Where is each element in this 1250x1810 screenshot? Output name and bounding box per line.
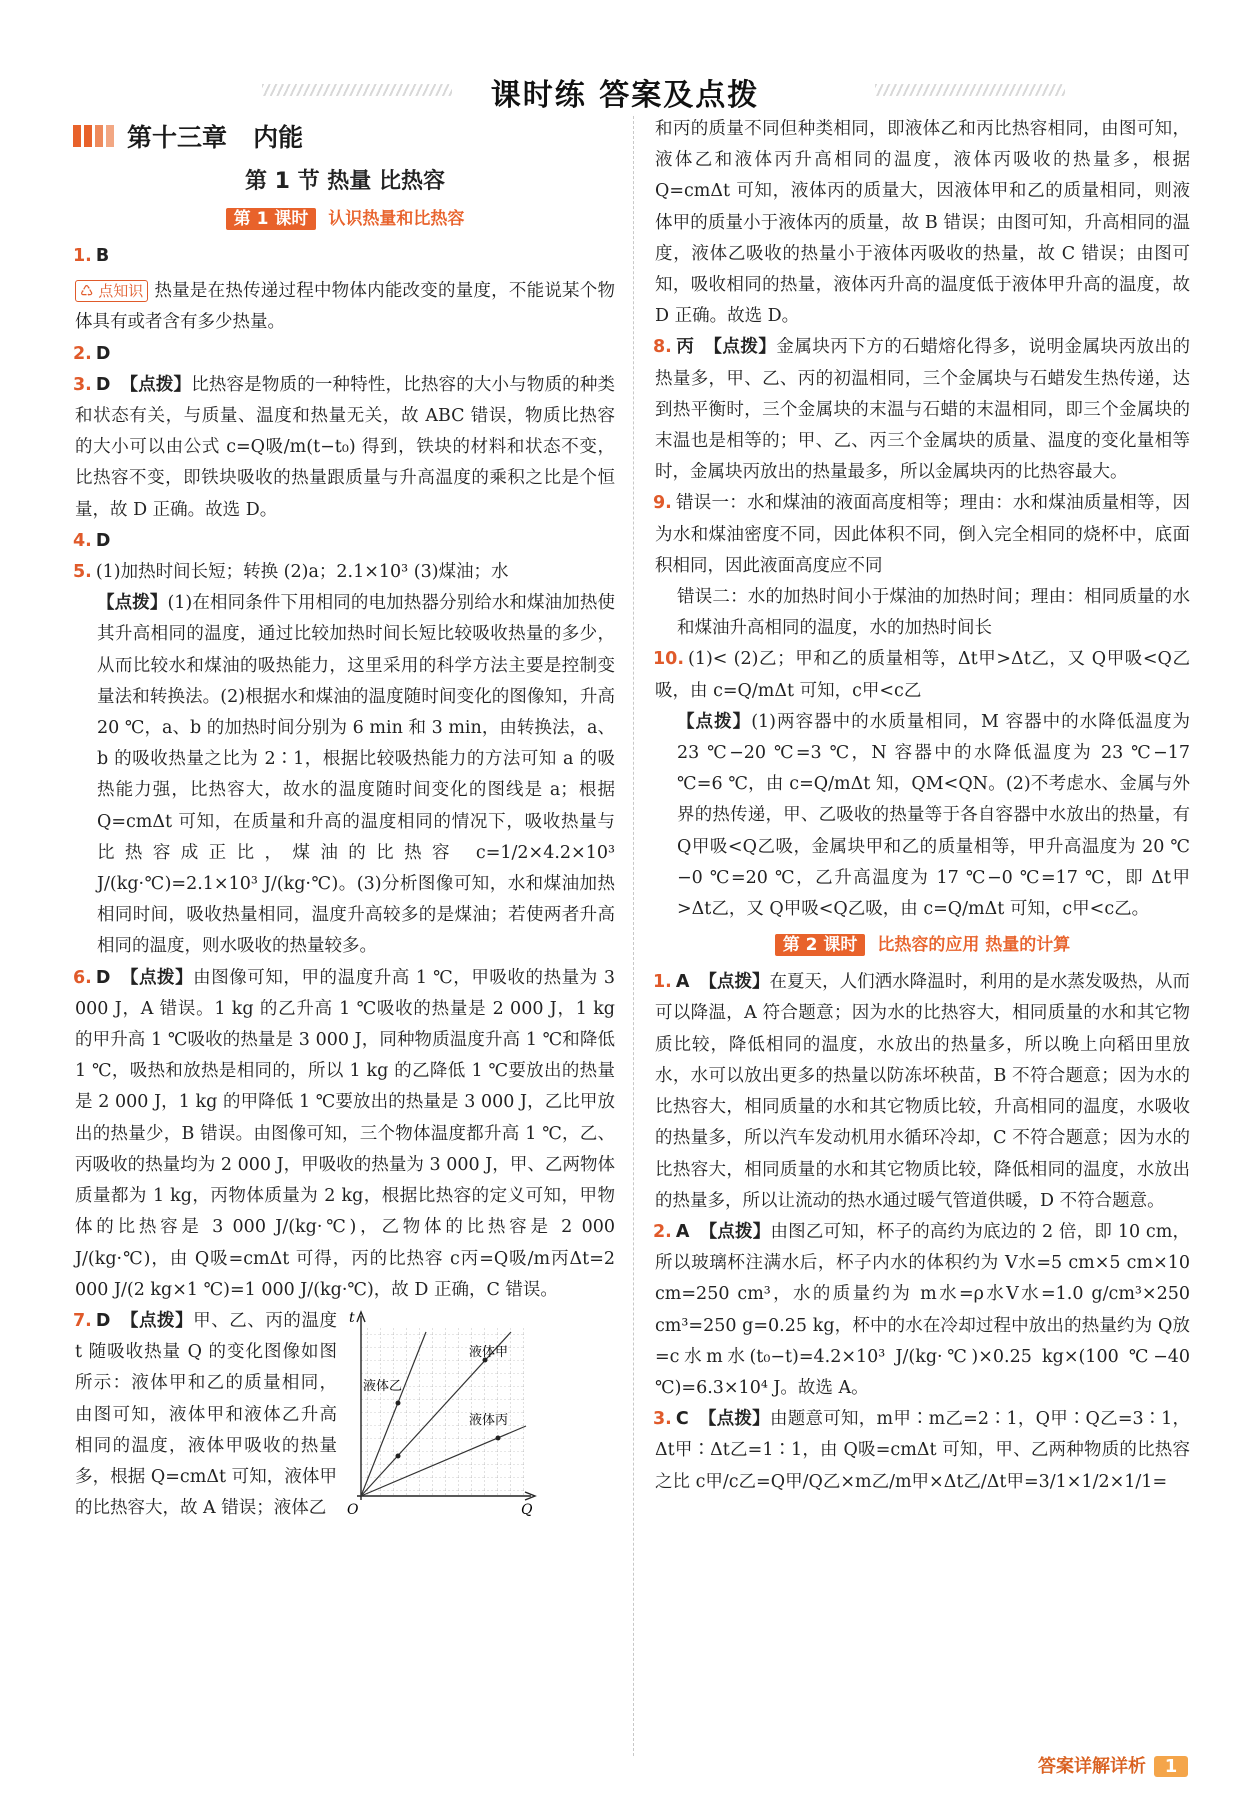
answer-item: 8. 丙 【点拨】金属块丙下方的石蜡熔化得多，说明金属块丙放出的热量多，甲、乙、丙的初温相同，三个金属块与石蜡发生热传递，达到热平衡时，三个金属块的末温与石蜡的末温相同，即三个金属块的末温也是相等的；甲、乙、丙三个金属块的质量、温度的变化量相等时，金属块丙放出的热量最多，所以金属块丙的比热容最大。 — [653, 337, 1191, 483]
answer-item: 2. D — [73, 343, 111, 364]
explanation-text: 错误二：水的加热时间小于煤油的加热时间；理由：相同质量的水和煤油升高相同的温度，水的加热时间长 — [677, 587, 1190, 639]
point-bing — [496, 1435, 501, 1440]
lesson-tag: 第 1 课时 — [226, 208, 317, 230]
temperature-graph — [341, 1308, 541, 1518]
y-axis-label: t — [349, 1309, 355, 1326]
section-title: 第 1 节 热量 比热容 — [245, 169, 445, 194]
column-divider — [633, 116, 634, 1756]
answer-item-7: 7. D 【点拨】甲、乙、丙的温度 t 随吸收热量 Q 的变化图像如图所示：液体甲和乙的质量相同，由图可知，液体甲和液体乙升高相同的温度，液体甲吸收的热量多，根据 Q=cmΔt 可知，液体甲的比热容大，故 A 错误；液体乙 t Q O 液体甲 液体乙 液体丙 — [75, 1306, 615, 1524]
answer-item: 4. D — [73, 530, 111, 551]
explanation-text: 金属块丙下方的石蜡熔化得多，说明金属块丙放出的热量多，甲、乙、丙的初温相同，三个金属块与石蜡发生热传递，达到热平衡时，三个金属块的末温与石蜡的末温相同，即三个金属块的末温也是相等的；甲、乙、丙三个金属块的质量、温度的变化量相等时，金属块丙放出的热量最多，所以金属块丙的比热容最大。 — [655, 337, 1191, 483]
answer-item: 3. D 【点拨】比热容是物质的一种特性，比热容的大小与物质的种类和状态有关，与质量、温度和热量无关，故 ABC 错误，物质比热容的大小可以由公式 c=Q吸/m(t−t₀) 得到，铁块的材料和状态不变，比热容不变，即铁块吸收的热量跟质量与升高温度的乘积之比是个恒量，故 D 正确。故选 D。 — [73, 374, 616, 520]
explanation: 【点拨】(1)在相同条件下用相同的电加热器分别给水和煤油加热使其升高相同的温度，通过比较加热时间长短比较吸收热量的多少，从而比较水和煤油的吸热能力，这里采用的科学方法主要是控制变量法和转换法。(2)根据水和煤油的温度随时间变化的图像知，升高 20 ℃，a、b 的加热时间分别为 6 min 和 3 min，由转换法，a、b 的吸收热量之比为 2∶1，根据比较吸热能力的方法可知 a 的吸热能力强，比热容大，故水的温度随时间变化的图线是 a；根据 Q=cmΔt 可知，在质量和升高的温度相同的情况下，吸收热量与比热容成正比，煤油的比热容 c=1/2×4.2×10³ J/(kg·℃)=2.1×10³ J/(kg·℃)。(3)分析图像可知，水和煤油加热相同时间，吸收热量相同，温度升高较多的是煤油；若使两者升高相同的温度，则水吸收的热量较多。 — [97, 593, 616, 957]
explanation-text: (1)两容器中的水质量相同，M 容器中的水降低温度为 23 ℃−20 ℃=3 ℃，N 容器中的水降低温度为 23 ℃−17 ℃=6 ℃，由 c=Q/mΔt 知，QM<QN。(2)不考虑水、金属与外界的热传递，甲、乙吸收的热量等于各自容器中水放出的热量，有 Q甲吸<Q乙吸，金属块甲和乙的质量相等，甲升高温度为 20 ℃−0 ℃=20 ℃，乙升高温度为 17 ℃−0 ℃=17 ℃，即 Δt甲>Δt乙，又 Q甲吸<Q乙吸，由 c=Q/mΔt 可知，c甲<c乙。 — [677, 711, 1190, 920]
lesson-heading-1 — [75, 205, 615, 233]
series-label-jia: 液体甲 — [469, 1344, 509, 1360]
lesson-heading-2 — [655, 931, 1190, 959]
chapter-name: 内能 — [253, 123, 304, 152]
explanation-text: 由图像可知，甲的温度升高 1 ℃，甲吸收的热量为 3 000 J，A 错误。1 kg 的乙升高 1 ℃吸收的热量是 2 000 J，1 kg 的甲升高 1 ℃吸收的热量是 3 000 J，同种物质温度升高 1 ℃和降低 1 ℃，吸热和放热是相同的，所以 1 kg 的乙降低 1 ℃要放出的热量是 2 000 J，1 kg 的甲降低 1 ℃要放出的热量是 3 000 J，乙比甲放出的热量少，B 错误。由图像可知，三个物体温度都升高 1 ℃，乙、丙吸收的热量均为 2 000 J，甲吸收的热量为 3 000 J，甲、乙两物体质量都为 1 kg，丙物体质量为 2 kg，根据比热容的定义可知，甲物体的比热容是 3 000 J/(kg·℃)，乙物体的比热容是 2 000 J/(kg·℃)，由 Q吸=cmΔt 可得，丙的比热容 c丙=Q吸/m丙Δt=2 000 J/(2 kg×1 ℃)=1 000 J/(kg·℃)，故 D 正确，C 错误。 — [75, 967, 616, 1300]
answer-item: 9. 错误一：水和煤油的液面高度相等；理由：水和煤油质量相等，因为水和煤油密度不同，因此体积不同，倒入完全相同的烧杯中，底面积相同，因此液面高度应不同 — [653, 493, 1190, 576]
continued-text: 和丙的质量不同但种类相同，即液体乙和丙比热容相同，由图可知，液体乙和液体丙升高相同的温度，液体丙吸收的热量多，根据 Q=cmΔt 可知，液体丙的质量大，因液体甲和乙的质量相同，则液体甲的质量小于液体丙的质量，故 B 错误；由图可知，升高相同的温度，液体乙吸收的热量小于液体丙吸收的热量，故 C 错误；由图可知，吸收相同的热量，液体丙升高的温度低于液体甲升高的温度，故 D 正确。故选 D。 — [655, 119, 1190, 327]
answer-item: 1. A 【点拨】在夏天，人们洒水降温时，利用的是水蒸发吸热，从而可以降温，A 符合题意；因为水的比热容大，相同质量的水和其它物质比较，降低相同的温度，水放出的热量多，所以晚上向稻田里放水，水可以放出更多的热量以防冻坏秧苗，B 不符合题意；因为水的比热容大，相同质量的水和其它物质比较，升高相同的温度，水吸收的热量多，所以汽车发动机用水循环冷却，C 不符合题意；因为水的比热容大，相同质量的水和其它物质比较，降低相同的温度，水放出的热量多，所以让流动的热水通过暖气管道供暖，D 不符合题意。 — [653, 972, 1191, 1211]
explanation-text: 由题意可知，m甲∶m乙=2∶1，Q甲∶Q乙=3∶1，Δt甲∶Δt乙=1∶1，由 Q吸=cmΔt 可知，甲、乙两种物质的比热容之比 c甲/c乙=Q甲/Q乙×m乙/m甲×Δt乙/Δt甲=3/1×1/2×1/1= — [655, 1409, 1191, 1492]
page-header — [0, 62, 1250, 112]
chapter-bars-icon — [73, 119, 117, 159]
page-title: 课时练 答案及点拨 — [490, 78, 760, 113]
explanation-text: 由图乙可知，杯子的高约为底边的 2 倍，即 10 cm，所以玻璃杯注满水后，杯子内水的体积约为 V水=5 cm×5 cm×10 cm=250 cm³，水的质量约为 m水=ρ水V水=1.0 g/cm³×250 cm³=250 g=0.25 kg，杯中的水在冷却过程中放出的热量约为 Q放=c水m水(t₀−t)=4.2×10³ J/(kg·℃)×0.25 kg×(100 ℃−40 ℃)=6.3×10⁴ J。故选 A。 — [655, 1221, 1191, 1398]
explanation-text: 甲、乙、丙的温度 t 随吸收热量 Q 的变化图像如图所示：液体甲和乙的质量相同，由图可知，液体甲和液体乙升高相同的温度，液体甲吸收的热量多，根据 Q=cmΔt 可知，液体甲的比热容大，故 A 错误；液体乙 — [75, 1310, 338, 1519]
lesson-title: 认识热量和比热容 — [328, 209, 465, 229]
series-label-yi: 液体乙 — [363, 1378, 403, 1394]
explanation: 【点拨】(1)两容器中的水质量相同，M 容器中的水降低温度为 23 ℃−20 ℃=3 ℃，N 容器中的水降低温度为 23 ℃−17 ℃=6 ℃，由 c=Q/mΔt 知，QM<QN。(2)不考虑水、金属与外界的热传递，甲、乙吸收的热量等于各自容器中水放出的热量，有 Q甲吸<Q乙吸，金属块甲和乙的质量相等，甲升高温度为 20 ℃−0 ℃=20 ℃，乙升高温度为 17 ℃−0 ℃=17 ℃，即 Δt甲>Δt乙，又 Q甲吸<Q乙吸，由 c=Q/mΔt 可知，c甲<c乙。 — [677, 711, 1190, 920]
lesson-title: 比热容的应用 热量的计算 — [877, 935, 1071, 956]
knowledge-tag: ♺ 点知识 — [75, 280, 148, 302]
answer-item: 6. D 【点拨】由图像可知，甲的温度升高 1 ℃，甲吸收的热量为 3 000 J，A 错误。1 kg 的乙升高 1 ℃吸收的热量是 2 000 J，1 kg 的甲升高 1 ℃吸收的热量是 3 000 J，同种物质温度升高 1 ℃和降低 1 ℃，吸热和放热是相同的，所以 1 kg 的乙降低 1 ℃要放出的热量是 2 000 J，1 kg 的甲降低 1 ℃要放出的热量是 3 000 J，乙比甲放出的热量少，B 错误。由图像可知，三个物体温度都升高 1 ℃，乙、丙吸收的热量均为 2 000 J，甲吸收的热量为 3 000 J，甲、乙两物体质量都为 1 kg，丙物体质量为 2 kg，根据比热容的定义可知，甲物体的比热容是 3 000 J/(kg·℃)，乙物体的比热容是 2 000 J/(kg·℃)，由 Q吸=cmΔt 可得，丙的比热容 c丙=Q吸/m丙Δt=2 000 J/(2 kg×1 ℃)=1 000 J/(kg·℃)，故 D 正确，C 错误。 — [73, 967, 616, 1300]
left-column — [75, 118, 615, 1524]
question-number: 1. — [73, 246, 92, 266]
page-number: 1 — [1154, 1756, 1188, 1777]
answer-item: 5. (1)加热时间长短；转换 (2)a；2.1×10³ (3)煤油；水 — [73, 562, 509, 583]
series-label-bing: 液体丙 — [469, 1412, 509, 1428]
chapter-label: 第十三章 — [127, 123, 228, 152]
explanation-text: 比热容是物质的一种特性，比热容的大小与物质的种类和状态有关，与质量、温度和热量无关，故 ABC 错误，物质比热容的大小可以由公式 c=Q吸/m(t−t₀) 得到，铁块的材料和状态不变，比热容不变，即铁块吸收的热量跟质量与升高温度的乘积之比是个恒量，故 D 正确。故选 D。 — [75, 374, 616, 520]
x-axis-label: Q — [521, 1501, 533, 1518]
answer-item: 10. (1)< (2)乙；甲和乙的质量相等，Δt甲>Δt乙，又 Q甲吸<Q乙吸，由 c=Q/mΔt 可知，c甲<c乙 — [653, 649, 1190, 701]
right-column — [655, 114, 1190, 1498]
answer-item: 2. A 【点拨】由图乙可知，杯子的高约为底边的 2 倍，即 10 cm，所以玻璃杯注满水后，杯子内水的体积约为 V水=5 cm×5 cm×10 cm=250 cm³，水的质量约为 m水=ρ水V水=1.0 g/cm³×250 cm³=250 g=0.25 kg，杯中的水在冷却过程中放出的热量约为 Q放=c水m水(t₀−t)=4.2×10³ J/(kg·℃)×0.25 kg×(100 ℃−40 ℃)=6.3×10⁴ J。故选 A。 — [653, 1221, 1191, 1398]
explanation-text: 在夏天，人们洒水降温时，利用的是水蒸发吸热，从而可以降温，A 符合题意；因为水的比热容大，相同质量的水和其它物质比较，降低相同的温度，水放出的热量多，所以晚上向稻田里放水，水可以放出更多的热量以防冻坏秧苗，B 不符合题意；因为水的比热容大，相同质量的水和其它物质比较，升高相同的温度，水吸收的热量多，所以汽车发动机用水循环冷却，C 不符合题意；因为水的比热容大，相同质量的水和其它物质比较，降低相同的温度，水放出的热量多，所以让流动的热水通过暖气管道供暖，D 不符合题意。 — [655, 972, 1191, 1211]
answer-item — [75, 241, 615, 272]
chapter-heading — [73, 118, 615, 159]
answer-choice: B — [95, 246, 110, 266]
origin-label: O — [347, 1501, 359, 1518]
lesson-tag: 第 2 课时 — [775, 934, 866, 956]
explanation-text: (1)在相同条件下用相同的电加热器分别给水和煤油加热使其升高相同的温度，通过比较加热时间长短比较吸收热量的多少，从而比较水和煤油的吸热能力，这里采用的科学方法主要是控制变量法和转换法。(2)根据水和煤油的温度随时间变化的图像知，升高 20 ℃，a、b 的加热时间分别为 6 min 和 3 min，由转换法，a、b 的吸收热量之比为 2∶1，根据比较吸热能力的方法可知 a 的吸热能力强，比热容大，故水的温度随时间变化的图线是 a；根据 Q=cmΔt 可知，在质量和升高的温度相同的情况下，吸收热量与比热容成正比，煤油的比热容 c=1/2×4.2×10³ J/(kg·℃)=2.1×10³ J/(kg·℃)。(3)分析图像可知，水和煤油加热相同时间，吸收热量相同，温度升高较多的是煤油；若使两者升高相同的温度，则水吸收的热量较多。 — [97, 593, 616, 957]
page-footer — [1038, 1752, 1188, 1778]
knowledge-text: 热量是在热传递过程中物体内能改变的量度，不能说某个物体具有或者含有多少热量。 — [75, 281, 615, 333]
footer-label: 答案详解详析 — [1038, 1756, 1146, 1777]
knowledge-note — [75, 276, 615, 338]
answer-item: 3. C 【点拨】由题意可知，m甲∶m乙=2∶1，Q甲∶Q乙=3∶1，Δt甲∶Δt乙=1∶1，由 Q吸=cmΔt 可知，甲、乙两种物质的比热容之比 c甲/c乙=Q甲/Q乙×m乙/m甲×Δt乙/Δt甲=3/1×1/2×1/1= — [653, 1409, 1191, 1492]
point-jia-low — [396, 1453, 401, 1458]
header-hatch-right — [875, 84, 1065, 96]
point-yi — [396, 1400, 401, 1405]
